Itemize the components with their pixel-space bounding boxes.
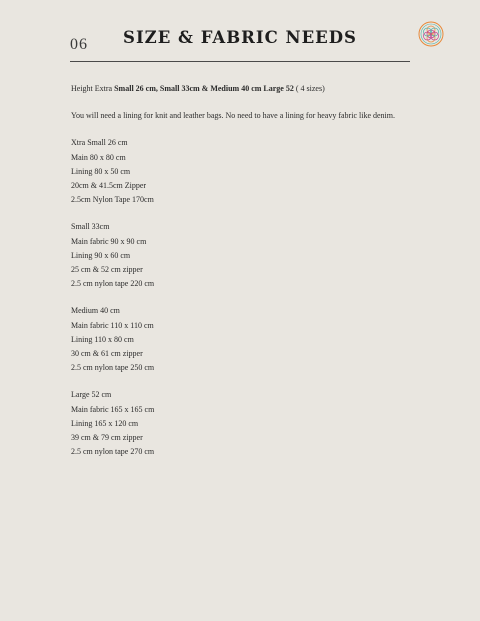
intro-prefix: Height Extra [71, 84, 113, 93]
document-body [71, 82, 431, 472]
flower-of-life-logo-icon [418, 21, 444, 47]
size-block-large [71, 388, 431, 459]
fabric-line: 20cm & 41.5cm Zipper [71, 181, 147, 191]
size-heading: Small 33cm [71, 222, 110, 232]
fabric-line: 25 cm & 52 cm zipper [71, 265, 143, 275]
fabric-line: Lining 165 x 120 cm [71, 418, 139, 428]
page-title: SIZE & FABRIC NEEDS [123, 28, 357, 47]
size-block-xtra-small [71, 136, 431, 207]
fabric-line: Main fabric 110 x 110 cm [71, 320, 154, 330]
fabric-line: Main fabric 165 x 165 cm [71, 404, 155, 414]
fabric-line: 2.5 cm nylon tape 220 cm [71, 279, 155, 289]
intro-suffix: ( 4 sizes) [295, 84, 325, 93]
fabric-line: Main fabric 90 x 90 cm [71, 236, 147, 246]
size-heading: Large 52 cm [71, 390, 112, 400]
lining-note: You will need a lining for knit and leather bags. No need to have a lining for heavy fabric like denim. [71, 111, 395, 121]
size-heading: Medium 40 cm [71, 306, 120, 316]
fabric-line: 30 cm & 61 cm zipper [71, 349, 143, 359]
fabric-line: Main 80 x 80 cm [71, 152, 126, 162]
fabric-line: Lining 80 x 50 cm [71, 166, 131, 176]
fabric-line: 2.5 cm nylon tape 270 cm [71, 447, 155, 457]
fabric-line: Lining 90 x 60 cm [71, 250, 131, 260]
size-block-small [71, 220, 431, 291]
size-heading: Xtra Small 26 cm [71, 138, 128, 148]
fabric-line: 2.5 cm nylon tape 250 cm [71, 363, 155, 373]
fabric-line: 39 cm & 79 cm zipper [71, 433, 143, 443]
header-divider [70, 61, 410, 62]
fabric-line: 2.5cm Nylon Tape 170cm [71, 195, 154, 205]
size-block-medium [71, 304, 431, 375]
intro-sizes: Small 26 cm, Small 33cm & Medium 40 cm Large 52 [114, 84, 294, 93]
page-number: 06 [70, 36, 88, 53]
fabric-line: Lining 110 x 80 cm [71, 334, 134, 344]
size-range-intro [71, 82, 431, 96]
